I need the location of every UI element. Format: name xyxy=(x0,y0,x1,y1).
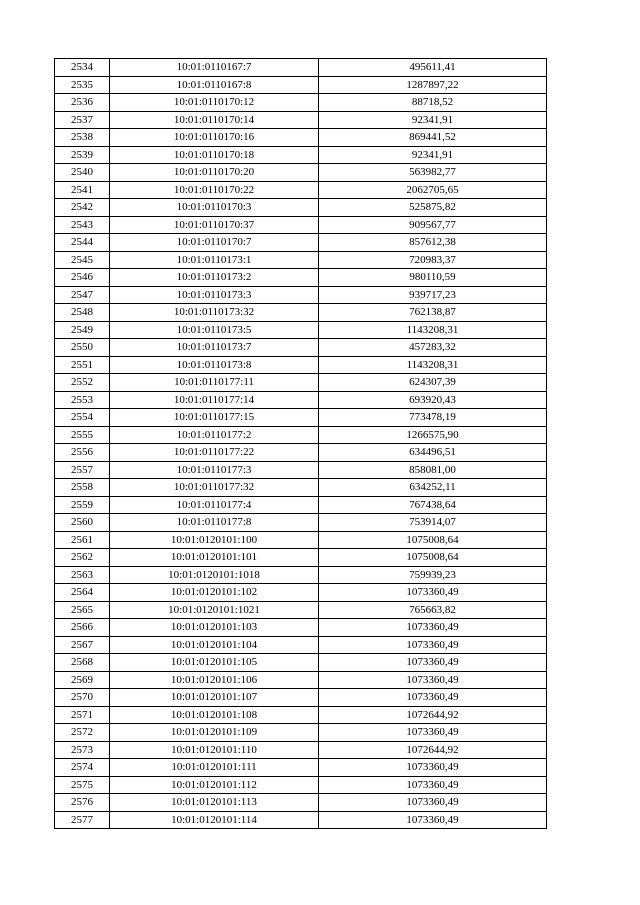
cadastral-value-cell: 939717,23 xyxy=(319,286,547,304)
table-row xyxy=(55,794,547,812)
cadastral-value-cell: 1073360,49 xyxy=(319,724,547,742)
cadastral-number-cell: 10:01:0110173:32 xyxy=(110,304,319,322)
cadastral-number-cell: 10:01:0110170:20 xyxy=(110,164,319,182)
cadastral-number-cell: 10:01:0110170:22 xyxy=(110,181,319,199)
row-number-cell: 2534 xyxy=(55,59,110,77)
cadastral-value-cell: 92341,91 xyxy=(319,146,547,164)
cadastral-value-cell: 773478,19 xyxy=(319,409,547,427)
cadastral-number-cell: 10:01:0110170:16 xyxy=(110,129,319,147)
cadastral-value-cell: 495611,41 xyxy=(319,59,547,77)
row-number-cell: 2541 xyxy=(55,181,110,199)
cadastral-value-cell: 720983,37 xyxy=(319,251,547,269)
cadastral-number-cell: 10:01:0110167:8 xyxy=(110,76,319,94)
cadastral-value-cell: 1073360,49 xyxy=(319,776,547,794)
cadastral-number-cell: 10:01:0110177:15 xyxy=(110,409,319,427)
cadastral-number-cell: 10:01:0110177:4 xyxy=(110,496,319,514)
table-row xyxy=(55,689,547,707)
cadastral-number-cell: 10:01:0110177:14 xyxy=(110,391,319,409)
row-number-cell: 2544 xyxy=(55,234,110,252)
row-number-cell: 2538 xyxy=(55,129,110,147)
row-number-cell: 2575 xyxy=(55,776,110,794)
document-page xyxy=(54,58,547,829)
row-number-cell: 2557 xyxy=(55,461,110,479)
table-row xyxy=(55,199,547,217)
row-number-cell: 2567 xyxy=(55,636,110,654)
cadastral-number-cell: 10:01:0110173:2 xyxy=(110,269,319,287)
row-number-cell: 2552 xyxy=(55,374,110,392)
cadastral-number-cell: 10:01:0110177:3 xyxy=(110,461,319,479)
row-number-cell: 2556 xyxy=(55,444,110,462)
row-number-cell: 2565 xyxy=(55,601,110,619)
row-number-cell: 2576 xyxy=(55,794,110,812)
row-number-cell: 2554 xyxy=(55,409,110,427)
cadastral-number-cell: 10:01:0120101:112 xyxy=(110,776,319,794)
row-number-cell: 2563 xyxy=(55,566,110,584)
row-number-cell: 2560 xyxy=(55,514,110,532)
table-row xyxy=(55,269,547,287)
cadastral-number-cell: 10:01:0120101:102 xyxy=(110,584,319,602)
cadastral-number-cell: 10:01:0110177:22 xyxy=(110,444,319,462)
row-number-cell: 2536 xyxy=(55,94,110,112)
row-number-cell: 2546 xyxy=(55,269,110,287)
cadastral-value-cell: 1287897,22 xyxy=(319,76,547,94)
cadastral-value-cell: 88718,52 xyxy=(319,94,547,112)
row-number-cell: 2551 xyxy=(55,356,110,374)
table-row xyxy=(55,461,547,479)
table-row xyxy=(55,251,547,269)
cadastral-value-cell: 762138,87 xyxy=(319,304,547,322)
cadastral-value-cell: 1143208,31 xyxy=(319,321,547,339)
cadastral-number-cell: 10:01:0110173:7 xyxy=(110,339,319,357)
cadastral-value-cell: 1073360,49 xyxy=(319,811,547,829)
cadastral-value-cell: 1075008,64 xyxy=(319,549,547,567)
table-row xyxy=(55,59,547,77)
row-number-cell: 2564 xyxy=(55,584,110,602)
row-number-cell: 2542 xyxy=(55,199,110,217)
cadastral-value-cell: 693920,43 xyxy=(319,391,547,409)
table-row xyxy=(55,426,547,444)
cadastral-number-cell: 10:01:0120101:107 xyxy=(110,689,319,707)
row-number-cell: 2562 xyxy=(55,549,110,567)
row-number-cell: 2561 xyxy=(55,531,110,549)
cadastral-value-cell: 1072644,92 xyxy=(319,706,547,724)
row-number-cell: 2539 xyxy=(55,146,110,164)
table-body xyxy=(55,59,547,829)
row-number-cell: 2559 xyxy=(55,496,110,514)
cadastral-number-cell: 10:01:0110170:7 xyxy=(110,234,319,252)
table-row xyxy=(55,94,547,112)
cadastral-number-cell: 10:01:0120101:113 xyxy=(110,794,319,812)
cadastral-value-cell: 858081,00 xyxy=(319,461,547,479)
cadastral-value-cell: 767438,64 xyxy=(319,496,547,514)
cadastral-value-cell: 2062705,65 xyxy=(319,181,547,199)
cadastral-value-cell: 1075008,64 xyxy=(319,531,547,549)
cadastral-value-cell: 765663,82 xyxy=(319,601,547,619)
cadastral-value-cell: 1266575,90 xyxy=(319,426,547,444)
cadastral-value-cell: 869441,52 xyxy=(319,129,547,147)
row-number-cell: 2573 xyxy=(55,741,110,759)
cadastral-value-cell: 753914,07 xyxy=(319,514,547,532)
cadastral-number-cell: 10:01:0120101:109 xyxy=(110,724,319,742)
table-row xyxy=(55,339,547,357)
row-number-cell: 2553 xyxy=(55,391,110,409)
table-row xyxy=(55,496,547,514)
table-row xyxy=(55,566,547,584)
table-row xyxy=(55,286,547,304)
table-row xyxy=(55,391,547,409)
cadastral-value-cell: 1072644,92 xyxy=(319,741,547,759)
table-row xyxy=(55,304,547,322)
cadastral-value-cell: 634252,11 xyxy=(319,479,547,497)
cadastral-number-cell: 10:01:0110177:2 xyxy=(110,426,319,444)
cadastral-number-cell: 10:01:0120101:114 xyxy=(110,811,319,829)
table-row xyxy=(55,601,547,619)
cadastral-number-cell: 10:01:0110170:12 xyxy=(110,94,319,112)
table-row xyxy=(55,356,547,374)
cadastral-value-cell: 1073360,49 xyxy=(319,671,547,689)
cadastral-value-cell: 525875,82 xyxy=(319,199,547,217)
table-row xyxy=(55,741,547,759)
cadastral-value-cell: 1073360,49 xyxy=(319,654,547,672)
row-number-cell: 2547 xyxy=(55,286,110,304)
cadastral-number-cell: 10:01:0110170:3 xyxy=(110,199,319,217)
table-row xyxy=(55,146,547,164)
cadastral-number-cell: 10:01:0110173:1 xyxy=(110,251,319,269)
table-row xyxy=(55,671,547,689)
cadastral-number-cell: 10:01:0110167:7 xyxy=(110,59,319,77)
cadastral-value-cell: 980110,59 xyxy=(319,269,547,287)
row-number-cell: 2549 xyxy=(55,321,110,339)
row-number-cell: 2548 xyxy=(55,304,110,322)
table-row xyxy=(55,409,547,427)
row-number-cell: 2537 xyxy=(55,111,110,129)
cadastral-number-cell: 10:01:0110170:18 xyxy=(110,146,319,164)
cadastral-number-cell: 10:01:0110173:3 xyxy=(110,286,319,304)
cadastral-number-cell: 10:01:0120101:111 xyxy=(110,759,319,777)
table-row xyxy=(55,216,547,234)
cadastral-number-cell: 10:01:0120101:110 xyxy=(110,741,319,759)
table-row xyxy=(55,654,547,672)
row-number-cell: 2543 xyxy=(55,216,110,234)
cadastral-number-cell: 10:01:0120101:105 xyxy=(110,654,319,672)
cadastral-value-cell: 759939,23 xyxy=(319,566,547,584)
table-row xyxy=(55,321,547,339)
cadastral-number-cell: 10:01:0120101:108 xyxy=(110,706,319,724)
row-number-cell: 2558 xyxy=(55,479,110,497)
cadastral-value-cell: 1073360,49 xyxy=(319,584,547,602)
row-number-cell: 2571 xyxy=(55,706,110,724)
table-row xyxy=(55,549,547,567)
cadastral-value-cell: 634496,51 xyxy=(319,444,547,462)
cadastral-value-cell: 909567,77 xyxy=(319,216,547,234)
table-row xyxy=(55,776,547,794)
row-number-cell: 2550 xyxy=(55,339,110,357)
table-row xyxy=(55,234,547,252)
row-number-cell: 2540 xyxy=(55,164,110,182)
row-number-cell: 2566 xyxy=(55,619,110,637)
cadastral-number-cell: 10:01:0110170:37 xyxy=(110,216,319,234)
cadastral-number-cell: 10:01:0120101:1021 xyxy=(110,601,319,619)
cadastral-number-cell: 10:01:0120101:106 xyxy=(110,671,319,689)
row-number-cell: 2577 xyxy=(55,811,110,829)
cadastral-number-cell: 10:01:0110173:5 xyxy=(110,321,319,339)
table-row xyxy=(55,181,547,199)
cadastral-number-cell: 10:01:0120101:104 xyxy=(110,636,319,654)
table-row xyxy=(55,76,547,94)
cadastral-value-cell: 1073360,49 xyxy=(319,619,547,637)
cadastral-value-cell: 1073360,49 xyxy=(319,636,547,654)
table-row xyxy=(55,444,547,462)
table-row xyxy=(55,514,547,532)
table-row xyxy=(55,584,547,602)
cadastral-value-cell: 563982,77 xyxy=(319,164,547,182)
table-row xyxy=(55,531,547,549)
row-number-cell: 2535 xyxy=(55,76,110,94)
table-row xyxy=(55,479,547,497)
cadastral-value-cell: 1073360,49 xyxy=(319,759,547,777)
cadastral-value-cell: 624307,39 xyxy=(319,374,547,392)
row-number-cell: 2555 xyxy=(55,426,110,444)
cadastral-number-cell: 10:01:0110177:8 xyxy=(110,514,319,532)
row-number-cell: 2569 xyxy=(55,671,110,689)
cadastral-value-cell: 1073360,49 xyxy=(319,689,547,707)
cadastral-value-cell: 1143208,31 xyxy=(319,356,547,374)
table-row xyxy=(55,759,547,777)
table-row xyxy=(55,811,547,829)
row-number-cell: 2574 xyxy=(55,759,110,777)
table-row xyxy=(55,619,547,637)
table-row xyxy=(55,374,547,392)
cadastral-number-cell: 10:01:0110170:14 xyxy=(110,111,319,129)
cadastral-value-cell: 92341,91 xyxy=(319,111,547,129)
cadastral-number-cell: 10:01:0120101:103 xyxy=(110,619,319,637)
cadastral-number-cell: 10:01:0110177:32 xyxy=(110,479,319,497)
cadastral-number-cell: 10:01:0120101:100 xyxy=(110,531,319,549)
cadastral-number-cell: 10:01:0110173:8 xyxy=(110,356,319,374)
cadastral-value-cell: 857612,38 xyxy=(319,234,547,252)
cadastral-value-table xyxy=(54,58,547,829)
row-number-cell: 2572 xyxy=(55,724,110,742)
cadastral-number-cell: 10:01:0120101:101 xyxy=(110,549,319,567)
cadastral-number-cell: 10:01:0120101:1018 xyxy=(110,566,319,584)
table-row xyxy=(55,111,547,129)
table-row xyxy=(55,724,547,742)
table-row xyxy=(55,706,547,724)
row-number-cell: 2570 xyxy=(55,689,110,707)
cadastral-value-cell: 1073360,49 xyxy=(319,794,547,812)
table-row xyxy=(55,164,547,182)
row-number-cell: 2545 xyxy=(55,251,110,269)
table-row xyxy=(55,129,547,147)
cadastral-number-cell: 10:01:0110177:11 xyxy=(110,374,319,392)
row-number-cell: 2568 xyxy=(55,654,110,672)
table-row xyxy=(55,636,547,654)
cadastral-value-cell: 457283,32 xyxy=(319,339,547,357)
